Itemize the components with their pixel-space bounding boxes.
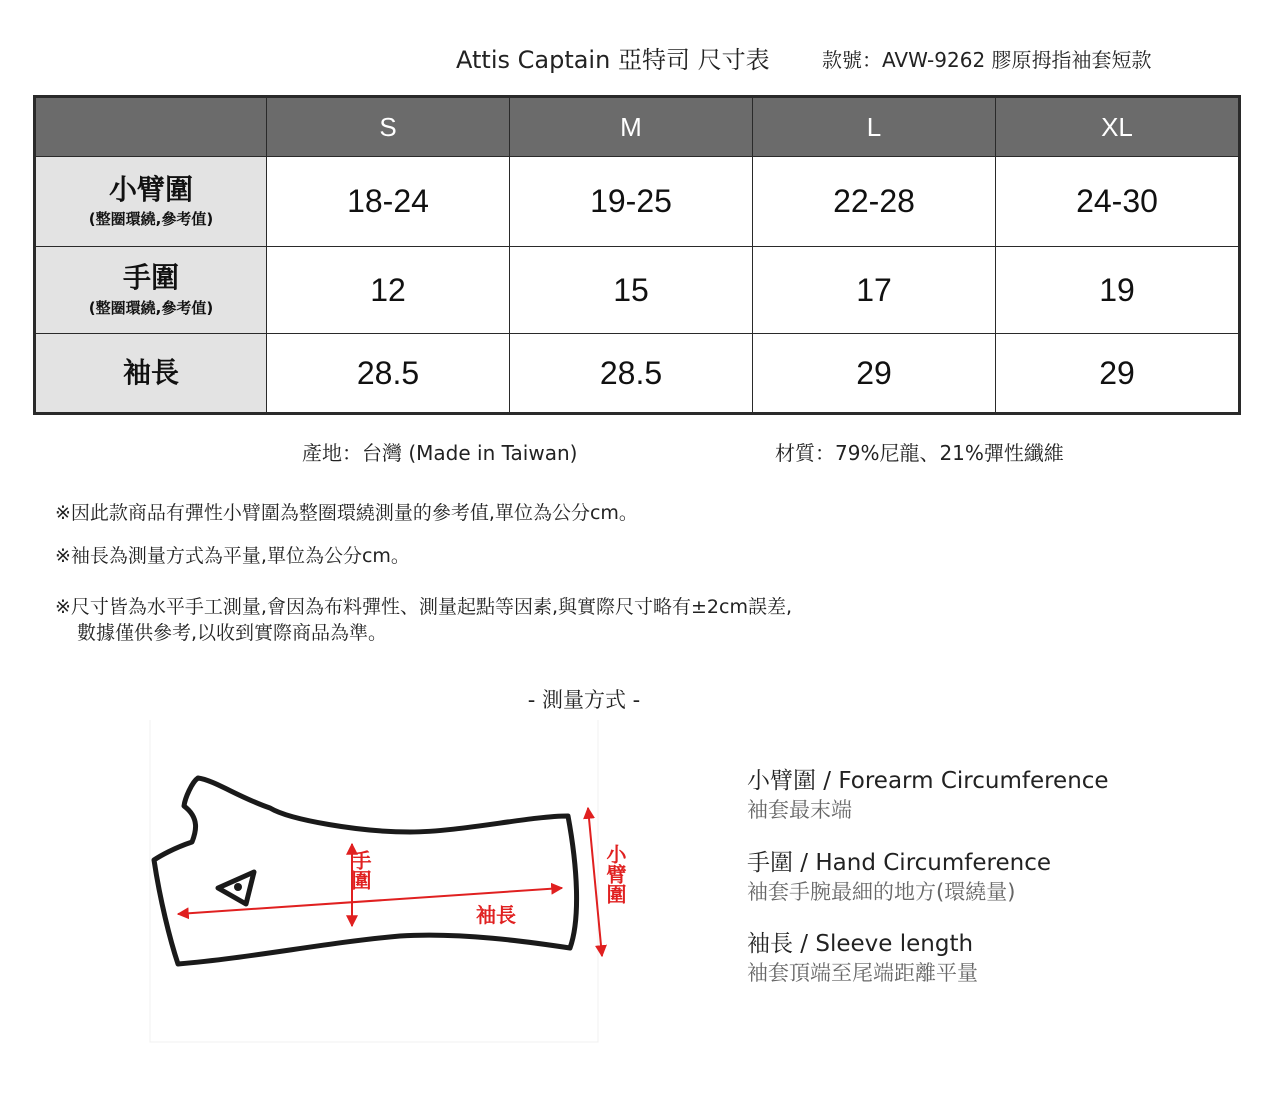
row-label-forearm <box>35 157 267 247</box>
legend-forearm <box>747 766 1109 824</box>
note-tolerance-line2: 數據僅供參考,以收到實際商品為準。 <box>77 622 388 644</box>
size-header-s: S <box>267 97 510 157</box>
table-cell: 15 <box>510 247 753 334</box>
table-row <box>35 247 1240 334</box>
table-cell: 18-24 <box>267 157 510 247</box>
row-label-sleeve <box>35 334 267 414</box>
table-cell: 29 <box>996 334 1240 414</box>
table-cell: 12 <box>267 247 510 334</box>
size-header-xl: XL <box>996 97 1240 157</box>
table-cell: 17 <box>753 247 996 334</box>
table-row <box>35 334 1240 414</box>
table-row <box>35 157 1240 247</box>
table-cell: 29 <box>753 334 996 414</box>
legend-sleeve-title: 袖長 / Sleeve length <box>747 931 974 957</box>
size-header-m: M <box>510 97 753 157</box>
note-sleeve: ※袖長為測量方式為平量,單位為公分cm。 <box>55 545 410 567</box>
chart-title: Attis Captain 亞特司 尺寸表 <box>456 46 770 74</box>
size-header-l: L <box>753 97 996 157</box>
size-table <box>33 95 1241 415</box>
row-label-text: 手圍 <box>122 261 179 295</box>
legend-hand <box>747 848 1051 906</box>
legend-hand-title: 手圍 / Hand Circumference <box>747 850 1051 876</box>
size-header-row <box>35 97 1240 157</box>
sleeve-diagram <box>130 720 650 1050</box>
table-cell: 19 <box>996 247 1240 334</box>
legend-forearm-desc: 袖套最末端 <box>747 798 852 822</box>
model-number: 款號：AVW-9262 膠原拇指袖套短款 <box>822 48 1152 72</box>
note-tolerance <box>55 594 792 646</box>
legend-sleeve-desc: 袖套頂端至尾端距離平量 <box>747 961 978 985</box>
row-label-note: (整圈環繞,參考值) <box>88 298 214 317</box>
hand-label: 手圍 <box>348 850 372 890</box>
origin-info: 產地：台灣 (Made in Taiwan) <box>302 441 578 465</box>
forearm-arrow <box>588 808 602 956</box>
legend-forearm-title: 小臂圍 / Forearm Circumference <box>747 768 1109 794</box>
legend-hand-desc: 袖套手腕最細的地方(環繞量) <box>747 880 1016 904</box>
material-info: 材質：79%尼龍、21%彈性纖維 <box>775 441 1064 465</box>
row-label-note: (整圈環繞,參考值) <box>88 210 214 229</box>
row-label-text: 袖長 <box>122 355 179 389</box>
table-cell: 19-25 <box>510 157 753 247</box>
note-forearm: ※因此款商品有彈性小臂圍為整圈環繞測量的參考值,單位為公分cm。 <box>55 502 638 524</box>
table-cell: 22-28 <box>753 157 996 247</box>
table-cell: 24-30 <box>996 157 1240 247</box>
measure-title: - 測量方式 - <box>527 688 641 712</box>
table-cell: 28.5 <box>510 334 753 414</box>
table-cell: 28.5 <box>267 334 510 414</box>
corner-cell <box>35 97 267 157</box>
legend-sleeve <box>747 929 978 987</box>
row-label-hand <box>35 247 267 334</box>
sleeve-label: 袖長 <box>476 903 516 927</box>
row-label-text: 小臂圍 <box>108 172 193 206</box>
note-tolerance-line1: ※尺寸皆為水平手工測量,會因為布料彈性、測量起點等因素,與實際尺寸略有±2cm誤差, <box>55 596 793 618</box>
forearm-label: 小臂圍 <box>603 844 627 904</box>
